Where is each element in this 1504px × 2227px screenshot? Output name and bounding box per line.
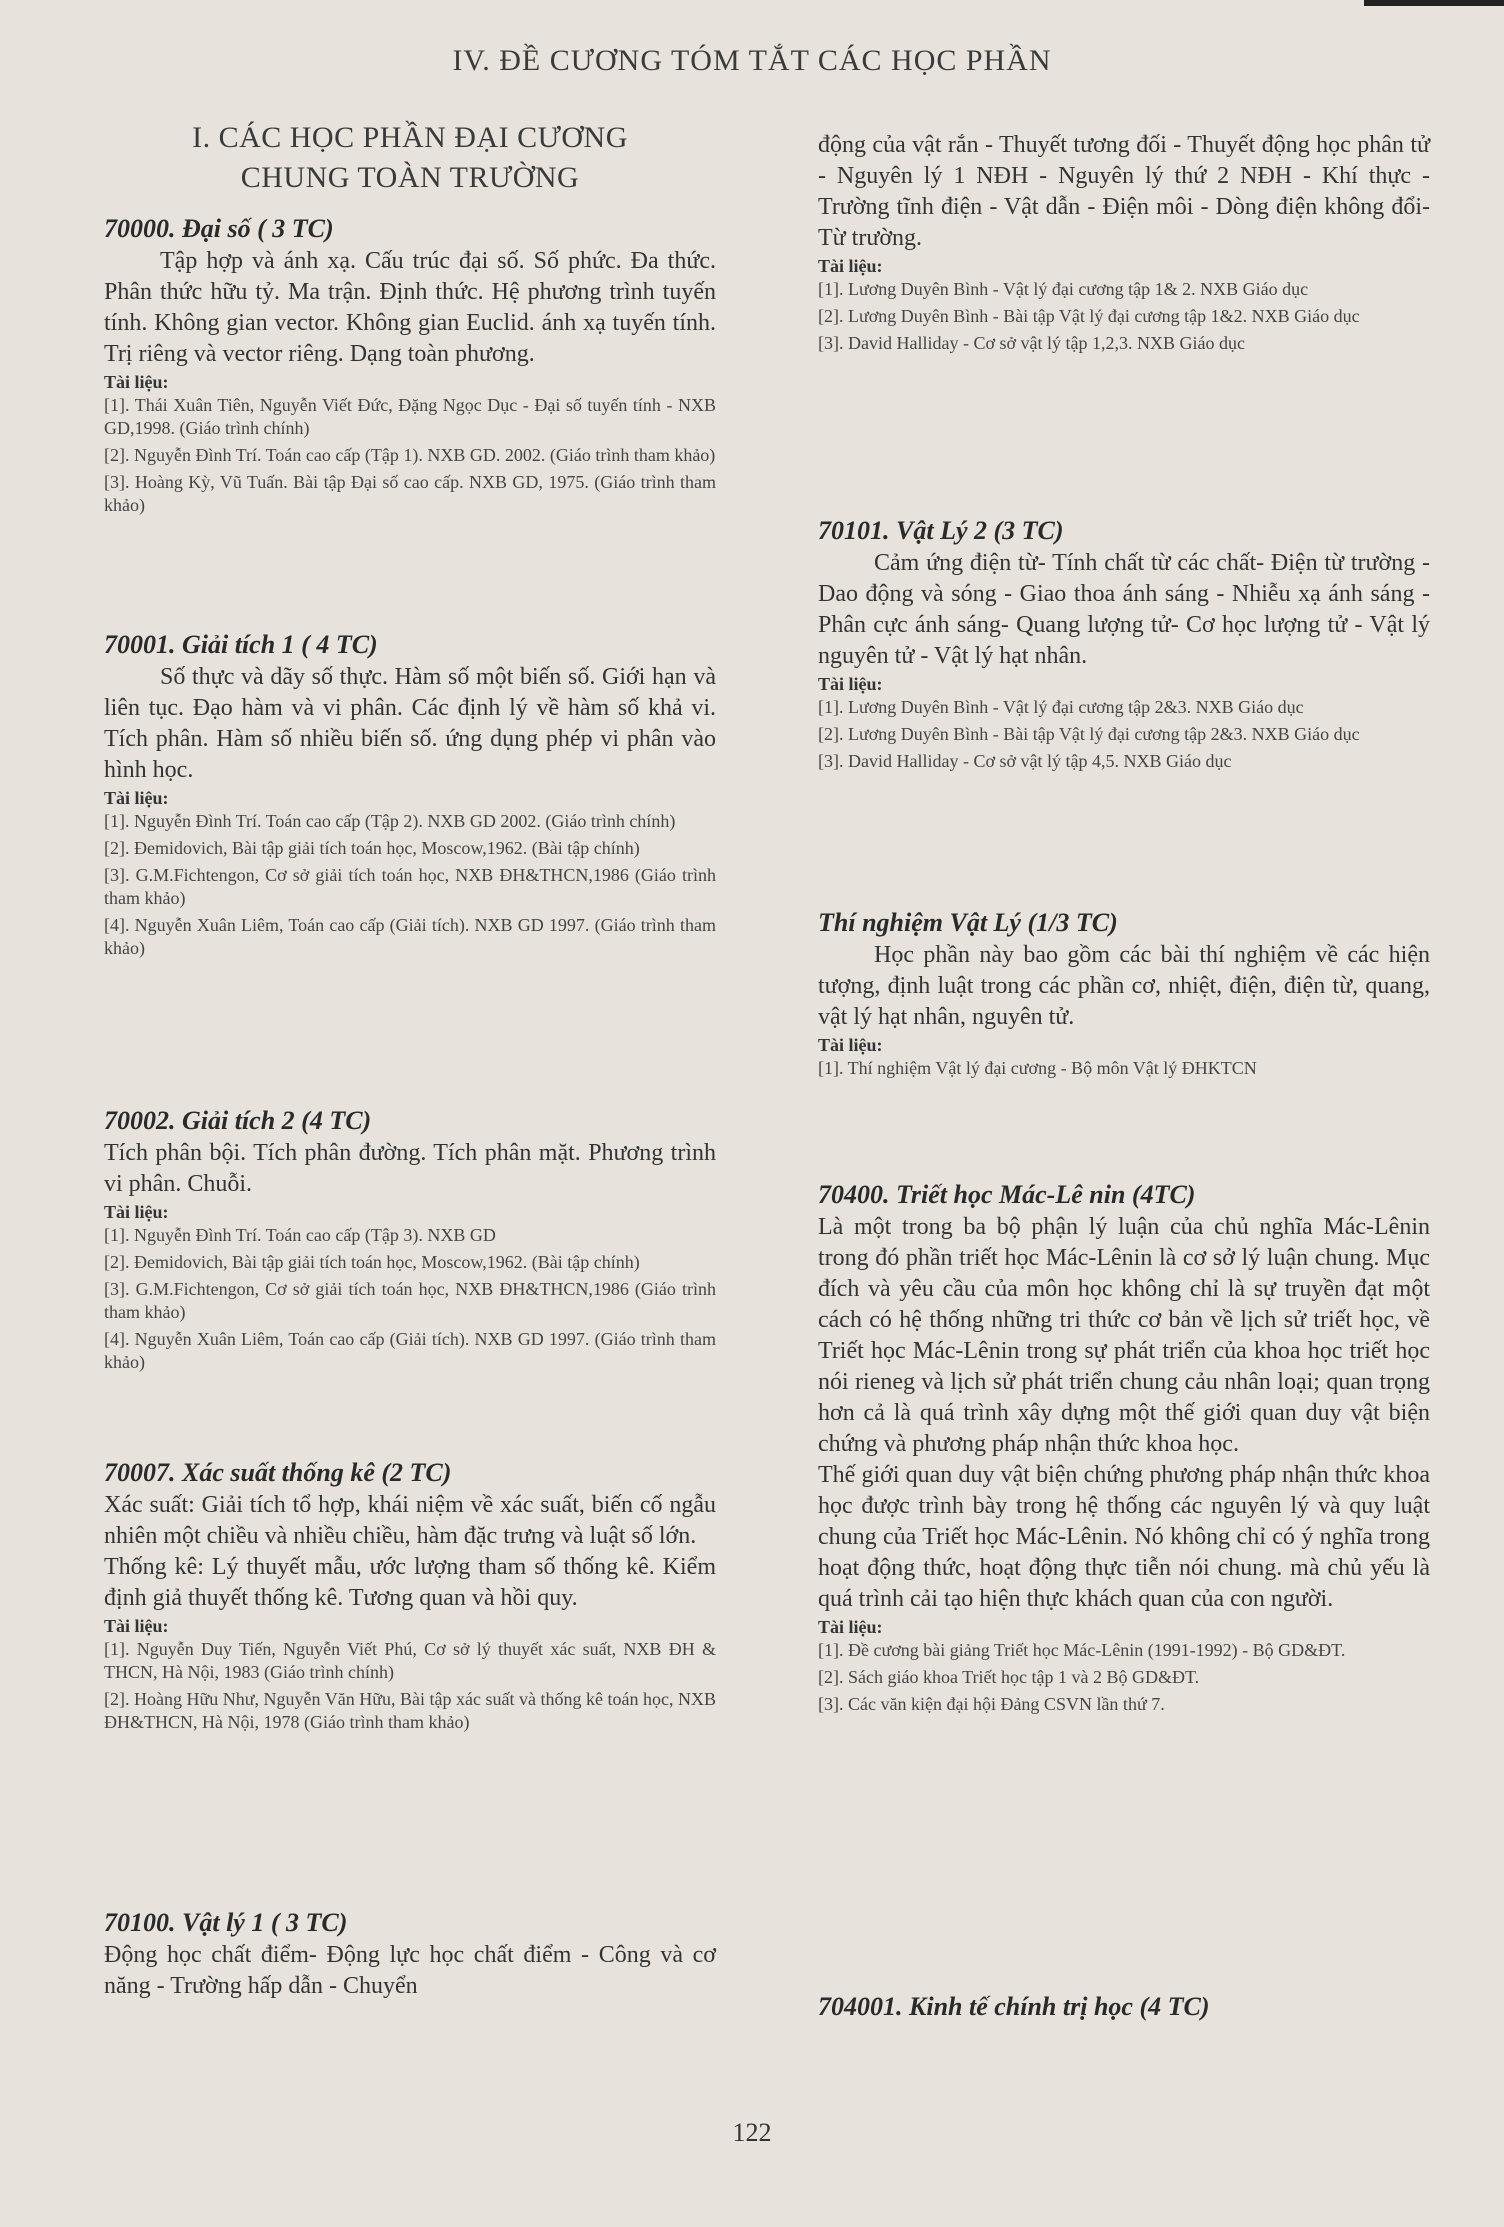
- page-title: IV. ĐỀ CƯƠNG TÓM TẮT CÁC HỌC PHẦN: [452, 44, 1052, 77]
- reference-item: [1]. Lương Duyên Bình - Vật lý đại cương tập 2&3. NXB Giáo dục: [818, 697, 1304, 717]
- reference-item: [2]. Sách giáo khoa Triết học tập 1 và 2 Bộ GD&ĐT.: [818, 1667, 1200, 1687]
- reference-item: [2]. Lương Duyên Bình - Bài tập Vật lý đại cương tập 2&3. NXB Giáo dục: [818, 724, 1360, 744]
- course-description-second: Thế giới quan duy vật biện chứng phương pháp nhận thức khoa học được trình bày trong hệ thống các nguyên lý và quy luật chung của Triết học Mác-Lênin. Nó không chỉ có ý nghĩa trong hoạt động thức, hoạt động thực tiễn nói chung. mà chủ yếu là quá trình cải tạo hiện thực khách quan của con người.: [818, 1462, 1430, 1612]
- reference-item: [1]. Thí nghiệm Vật lý đại cương - Bộ môn Vật lý ĐHKTCN: [818, 1058, 1257, 1078]
- section-heading: [104, 118, 716, 198]
- reference-item: [3]. David Halliday - Cơ sở vật lý tập 1,2,3. NXB Giáo dục: [818, 333, 1245, 353]
- reference-item: [1]. Nguyễn Đình Trí. Toán cao cấp (Tập 2). NXB GD 2002. (Giáo trình chính): [104, 811, 676, 831]
- reference-item: [3]. Hoàng Kỳ, Vũ Tuấn. Bài tập Đại số cao cấp. NXB GD, 1975. (Giáo trình tham khảo): [104, 472, 716, 515]
- course-title: 70100. Vật lý 1 ( 3 TC): [104, 1908, 348, 1937]
- course-description: Học phần này bao gồm các bài thí nghiệm về các hiện tượng, định luật trong các phần cơ, nhiệt, điện, điện từ, quang, vật lý hạt nhân, nguyên tử.: [818, 942, 1430, 1030]
- reference-item: [3]. G.M.Fichtengon, Cơ sở giải tích toán học, NXB ĐH&THCN,1986 (Giáo trình tham khảo): [104, 1279, 716, 1322]
- reference-item: [4]. Nguyễn Xuân Liêm, Toán cao cấp (Giải tích). NXB GD 1997. (Giáo trình tham khảo): [104, 915, 716, 958]
- references-label: Tài liệu:: [818, 1035, 883, 1055]
- references-label: Tài liệu:: [104, 788, 169, 808]
- course-title: 70001. Giải tích 1 ( 4 TC): [104, 630, 378, 659]
- section-heading-line1: I. CÁC HỌC PHẦN ĐẠI CƯƠNG: [192, 121, 628, 154]
- course-algebra: [104, 212, 716, 521]
- course-title: 70000. Đại số ( 3 TC): [104, 214, 334, 243]
- reference-item: [2]. Đemidovich, Bài tập giải tích toán học, Moscow,1962. (Bài tập chính): [104, 838, 640, 858]
- reference-item: [2]. Nguyễn Đình Trí. Toán cao cấp (Tập 1). NXB GD. 2002. (Giáo trình tham khảo): [104, 445, 716, 465]
- course-title: Thí nghiệm Vật Lý (1/3 TC): [818, 908, 1118, 937]
- course-description: Cảm ứng điện từ- Tính chất từ các chất- Điện từ trường - Dao động và sóng - Giao thoa ánh sáng - Nhiễu xạ ánh sáng - Phân cực ánh sáng- Quang lượng tử- Cơ học lượng tử - Vật lý nguyên tử - Vật lý hạt nhân.: [818, 550, 1430, 669]
- reference-item: [2]. Đemidovich, Bài tập giải tích toán học, Moscow,1962. (Bài tập chính): [104, 1252, 640, 1272]
- references-label: Tài liệu:: [818, 256, 883, 276]
- course-title: 70002. Giải tích 2 (4 TC): [104, 1106, 372, 1135]
- course-description-continued: động của vật rắn - Thuyết tương đối - Thuyết động học phân tử - Nguyên lý 1 NĐH - Nguyên lý thứ 2 NĐH - Khí thực - Trường tĩnh điện - Vật dẫn - Điện môi - Dòng điện không đổi- Từ trường.: [818, 132, 1430, 251]
- course-physics-lab: [818, 906, 1430, 1084]
- course-description: Là một trong ba bộ phận lý luận của chủ nghĩa Mác-Lênin trong đó phần triết học Mác-Lênin là cơ sở lý luận chung. Mục đích và yêu cầu của môn học không chỉ là sự truyền đạt một cách có hệ thống những tri thức cơ bản về lịch sử triết học, về Triết học Mác-Lênin trong sự phát triển của khoa học triết học nói rieneg và lịch sử phát triển chung cảu nhân loại; quan trọng hơn cả là quá trình xây dựng một thế giới quan duy vật biện chứng và phương pháp nhận thức khoa học.: [818, 1214, 1430, 1457]
- reference-item: [3]. Các văn kiện đại hội Đảng CSVN lần thứ 7.: [818, 1694, 1165, 1714]
- course-description: Số thực và dãy số thực. Hàm số một biến số. Giới hạn và liên tục. Đạo hàm và vi phân. Các định lý về hàm số khả vi. Tích phân. Hàm số nhiều biến số. ứng dụng phép vi phân vào hình học.: [104, 664, 716, 783]
- reference-item: [1]. Thái Xuân Tiên, Nguyễn Viết Đức, Đặng Ngọc Dục - Đại số tuyến tính - NXB GD,1998. (Giáo trình chính): [104, 395, 716, 438]
- course-description: Xác suất: Giải tích tổ hợp, khái niệm về xác suất, biến cố ngẫu nhiên một chiều và nhiều chiều, hàm đặc trưng và luật số lớn.: [104, 1492, 716, 1549]
- references-label: Tài liệu:: [104, 372, 169, 392]
- course-title: 704001. Kinh tế chính trị học (4 TC): [818, 1992, 1210, 2021]
- course-physics-2: [818, 514, 1430, 777]
- reference-item: [1]. Nguyễn Đình Trí. Toán cao cấp (Tập 3). NXB GD: [104, 1225, 496, 1245]
- course-probability-statistics: [104, 1456, 716, 1738]
- references-label: Tài liệu:: [104, 1616, 169, 1636]
- course-political-economy: [818, 1990, 1430, 2024]
- course-title: 70007. Xác suất thống kê (2 TC): [104, 1458, 452, 1487]
- reference-item: [3]. G.M.Fichtengon, Cơ sở giải tích toán học, NXB ĐH&THCN,1986 (Giáo trình tham khảo): [104, 865, 716, 908]
- section-heading-line2: CHUNG TOÀN TRƯỜNG: [240, 161, 580, 194]
- reference-item: [3]. David Halliday - Cơ sở vật lý tập 4,5. NXB Giáo dục: [818, 751, 1232, 771]
- scan-edge-mark: [1364, 0, 1504, 6]
- course-title: 70101. Vật Lý 2 (3 TC): [818, 516, 1064, 545]
- course-description: Tập hợp và ánh xạ. Cấu trúc đại số. Số phức. Đa thức. Phân thức hữu tỷ. Ma trận. Định thức. Hệ phương trình tuyến tính. Không gian vector. Không gian Euclid. ánh xạ tuyến tính. Trị riêng và vector riêng. Dạng toàn phương.: [104, 248, 716, 367]
- course-physics-1-continued: [818, 130, 1430, 359]
- reference-item: [1]. Lương Duyên Bình - Vật lý đại cương tập 1& 2. NXB Giáo dục: [818, 279, 1309, 299]
- course-philosophy: [818, 1178, 1430, 1720]
- course-description: Động học chất điểm- Động lực học chất điểm - Công và cơ năng - Trường hấp dẫn - Chuyển: [104, 1942, 716, 1999]
- course-description: Tích phân bội. Tích phân đường. Tích phân mặt. Phương trình vi phân. Chuỗi.: [104, 1140, 716, 1197]
- reference-item: [1]. Nguyễn Duy Tiến, Nguyễn Viết Phú, Cơ sở lý thuyết xác suất, NXB ĐH & THCN, Hà Nội, 1983 (Giáo trình chính): [104, 1639, 716, 1682]
- course-title: 70400. Triết học Mác-Lê nin (4TC): [818, 1180, 1196, 1209]
- reference-item: [4]. Nguyễn Xuân Liêm, Toán cao cấp (Giải tích). NXB GD 1997. (Giáo trình tham khảo): [104, 1329, 716, 1372]
- course-calculus-2: [104, 1104, 716, 1378]
- course-calculus-1: [104, 628, 716, 964]
- references-label: Tài liệu:: [818, 674, 883, 694]
- course-physics-1: [104, 1906, 716, 2002]
- page-number: 122: [732, 2118, 772, 2147]
- reference-item: [1]. Đề cương bài giảng Triết học Mác-Lênin (1991-1992) - Bộ GD&ĐT.: [818, 1640, 1346, 1660]
- reference-item: [2]. Lương Duyên Bình - Bài tập Vật lý đại cương tập 1&2. NXB Giáo dục: [818, 306, 1360, 326]
- course-description-statistics: Thống kê: Lý thuyết mẫu, ước lượng tham số thống kê. Kiểm định giả thuyết thống kê. Tương quan và hồi quy.: [104, 1554, 716, 1611]
- references-label: Tài liệu:: [818, 1617, 883, 1637]
- reference-item: [2]. Hoàng Hữu Như, Nguyễn Văn Hữu, Bài tập xác suất và thống kê toán học, NXB ĐH&THCN, Hà Nội, 1978 (Giáo trình tham khảo): [104, 1689, 716, 1732]
- references-label: Tài liệu:: [104, 1202, 169, 1222]
